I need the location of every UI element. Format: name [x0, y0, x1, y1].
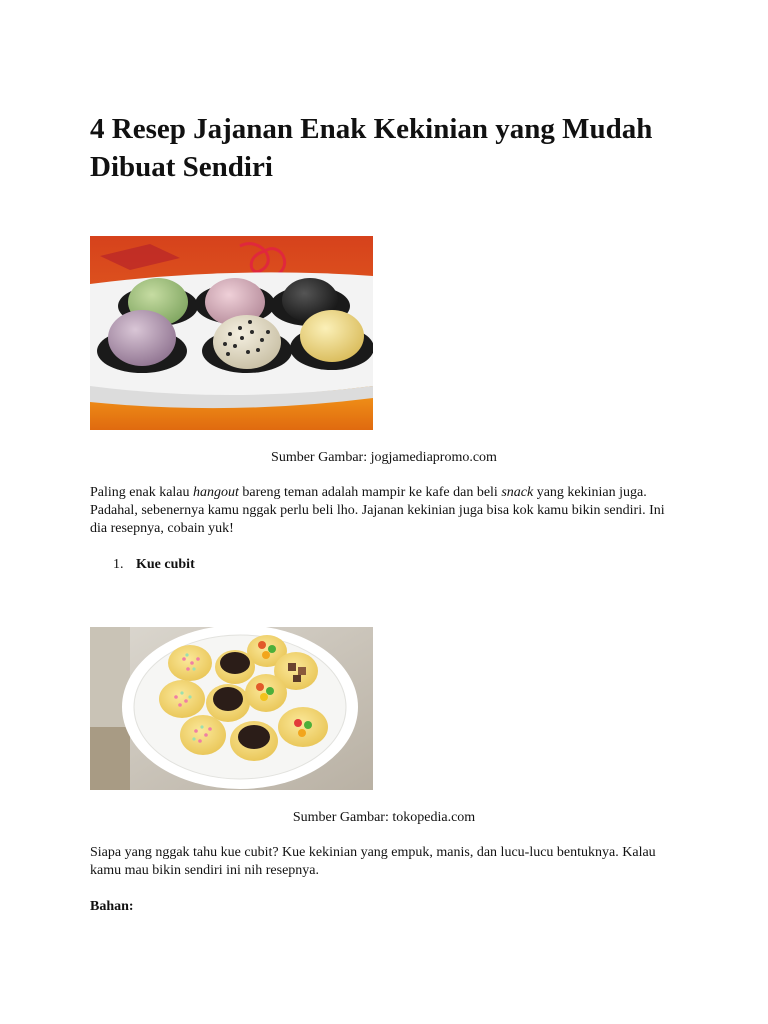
kue-cubit-paragraph: Siapa yang nggak tahu kue cubit? Kue kekinian yang empuk, manis, dan lucu-lucu bentuknya. Kalau kamu mau bikin sendiri ini nih resepnya. [90, 845, 656, 878]
paragraph-text: Paling enak kalau [90, 485, 194, 500]
recipe-list-item [113, 556, 195, 574]
article-title: 4 Resep Jajanan Enak Kekinian yang Mudah Dibuat Sendiri [90, 113, 653, 183]
figure-caption: Sumber Gambar: tokopedia.com [292, 810, 476, 825]
mochi-illustration [90, 236, 373, 430]
recipe-name: Kue cubit [136, 557, 195, 572]
kue-cubit-photo [90, 627, 373, 790]
emphasis-text: hangout [193, 485, 239, 500]
paragraph-text: yang kekinian juga. Padahal, sebenernya kamu nggak perlu beli lho. Jajanan kekinian juga bisa kok kamu bikin sendiri. Ini dia resepnya, cobain yuk! [90, 485, 665, 536]
intro-paragraph [90, 484, 680, 538]
emphasis-text: snack [501, 485, 534, 500]
list-number: 1. [113, 557, 124, 572]
kue-cubit-illustration [90, 627, 373, 790]
figure-caption: Sumber Gambar: jogjamediapromo.com [271, 450, 497, 465]
mochi-photo [90, 236, 373, 430]
paragraph-text: bareng teman adalah mampir ke kafe dan beli [238, 485, 502, 500]
ingredients-heading: Bahan: [90, 899, 134, 914]
